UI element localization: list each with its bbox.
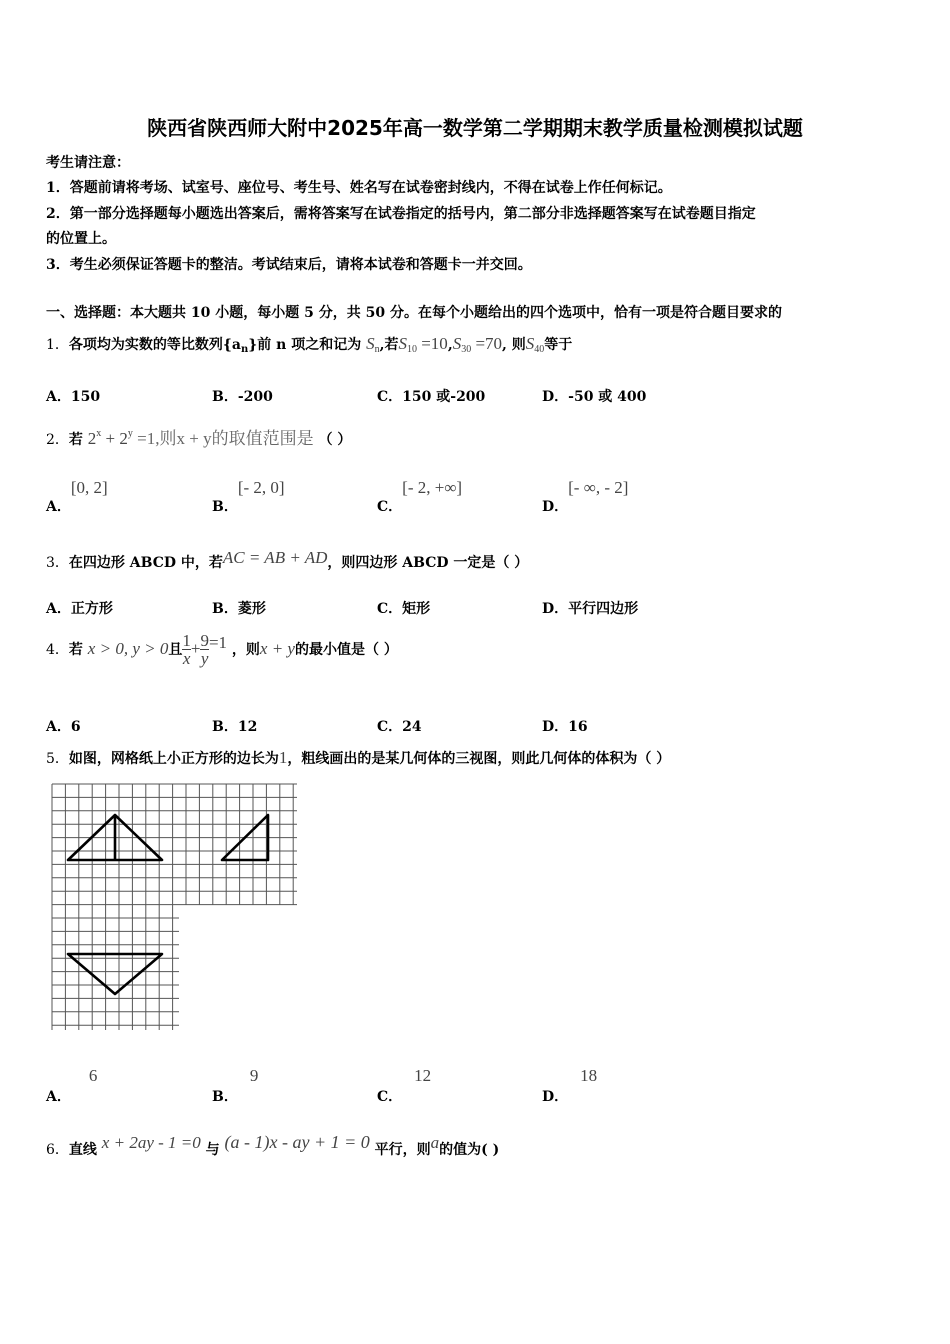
q2-option-c: C．[- 2, +∞]	[377, 478, 463, 515]
q1-sub-n: n	[241, 344, 249, 355]
q5-option-d: D．18	[542, 1066, 598, 1105]
q5-text-2: ，粗线画出的是某几何体的三视图，则此几何体的体积为（ ）	[287, 751, 671, 767]
q1-option-b: B．-200	[212, 389, 273, 405]
q3-math-eq: AC = AB + AD	[222, 548, 328, 567]
q1-text-5: , 则	[502, 337, 526, 353]
q5-math-1: 1	[278, 748, 288, 767]
question-number: 1．	[46, 337, 69, 353]
question-1	[46, 334, 572, 355]
q2-math-x: x	[96, 428, 102, 439]
q1-math-40: 40	[534, 344, 545, 355]
q2-option-b: B．[- 2, 0]	[212, 478, 285, 515]
q1-text-1: 各项均为实数的等比数列{a	[68, 337, 241, 353]
notice-heading: 考生请注意：	[46, 155, 130, 171]
notice-item-3: 3．考生必须保证答题卡的整洁。考试结束后，请将本试卷和答题卡一并交回。	[46, 257, 532, 273]
question-number: 3．	[46, 555, 69, 571]
q1-text-3: ,若	[379, 337, 399, 353]
q1-math-10: 10	[406, 344, 417, 355]
q5-option-a: A．6	[46, 1066, 98, 1105]
q4-text-1: 若	[68, 642, 83, 658]
q5-text-1: 如图，网格纸上小正方形的边长为	[68, 751, 279, 767]
q2-text-2: （ ）	[318, 432, 352, 448]
q6-math-line2: (a - 1)x - ay + 1 = 0	[224, 1132, 370, 1152]
q5-option-b: B．9	[212, 1066, 259, 1105]
question-number: 5．	[46, 751, 69, 767]
q1-math-S30: S	[452, 334, 462, 353]
q2-option-d: D．[- ∞, - 2]	[542, 478, 629, 515]
q5-option-c: C．12	[377, 1066, 432, 1105]
question-6	[46, 1132, 499, 1159]
q6-text-2: 与	[205, 1142, 220, 1158]
q1-math-S: S	[366, 334, 375, 353]
q1-math-S10: S	[398, 334, 407, 353]
page-title: 陕西省陕西师大附中2025年高一数学第二学期期末教学质量检测模拟试题	[147, 116, 803, 140]
q4-text-4: 的最小值是（ ）	[294, 642, 398, 658]
question-number: 6．	[46, 1142, 69, 1158]
q1-text-4: ,	[447, 337, 453, 353]
section-heading: 一、选择题：本大题共 10 小题，每小题 5 分，共 50 分。在每个小题给出的四个选项中，恰有一项是符合题目要求的	[46, 305, 782, 321]
three-view-figure	[46, 778, 302, 1040]
q4-fraction-2: $\frac{9}{y}$	[200, 631, 209, 668]
q2-math-plus2: + 2	[101, 429, 128, 448]
q3-option-b: B．菱形	[212, 601, 266, 617]
q1-text-6: 等于	[544, 337, 573, 353]
question-3	[46, 548, 528, 572]
q4-math-eq1: =1	[208, 633, 228, 652]
q4-option-b: B．12	[212, 719, 258, 735]
q3-text-2: ，则四边形 ABCD 一定是（ ）	[327, 555, 529, 571]
q1-math-n: n	[374, 344, 380, 355]
question-5	[46, 748, 670, 768]
notice-item-2: 2．第一部分选择题每小题选出答案后，需将答案写在试卷指定的括号内，第二部分非选择题答案写在试卷题目指定	[46, 206, 756, 222]
q3-option-d: D．平行四边形	[542, 601, 639, 617]
q4-math-cond: x > 0, y > 0	[87, 639, 169, 658]
question-number: 2．	[46, 432, 69, 448]
q4-option-d: D．16	[542, 719, 588, 735]
top-view-triangle	[68, 954, 162, 994]
q6-text-1: 直线	[68, 1142, 97, 1158]
q1-math-S40: S	[525, 334, 535, 353]
q2-text-1: 若	[68, 432, 83, 448]
q4-option-a: A．6	[46, 719, 81, 735]
q4-option-c: C．24	[377, 719, 422, 735]
q4-text-3: ，则	[231, 642, 260, 658]
q2-math-2: 2	[87, 429, 97, 448]
q6-text-3: 平行，则	[374, 1142, 431, 1158]
q6-math-a: a	[430, 1133, 440, 1152]
question-2	[46, 424, 351, 449]
q1-text-2: }前 n 项之和记为	[248, 337, 362, 353]
q2-math-y: y	[127, 428, 133, 439]
q1-math-eq10: =10	[416, 334, 448, 353]
q3-option-a: A．正方形	[46, 601, 113, 617]
notice-item-2-cont: 的位置上。	[46, 231, 116, 247]
q1-math-eq70: =70	[471, 334, 503, 353]
notice-item-1: 1．答题前请将考场、试室号、座位号、考生号、姓名写在试卷密封线内，不得在试卷上作任何标记。	[46, 180, 672, 196]
question-number: 4．	[46, 642, 69, 658]
q6-math-line1: x + 2ay - 1 =0	[101, 1133, 201, 1152]
q2-math-rest: =1,则x + y的取值范围是	[132, 429, 314, 448]
q4-math-plus: +	[190, 639, 201, 658]
q1-math-30: 30	[461, 344, 472, 355]
question-4	[46, 632, 398, 668]
q4-text-2: 且	[168, 642, 183, 658]
q4-fraction-1: $\frac{1}{x}$	[182, 631, 191, 668]
q4-math-xy: x + y	[259, 639, 295, 658]
q1-option-a: A．150	[46, 389, 101, 405]
q1-option-c: C．150 或-200	[377, 389, 486, 405]
q6-text-4: 的值为( )	[439, 1142, 500, 1158]
q2-option-a: A．[0, 2]	[46, 478, 108, 515]
q3-text-1: 在四边形 ABCD 中，若	[68, 555, 223, 571]
q1-option-d: D．-50 或 400	[542, 389, 647, 405]
q3-option-c: C．矩形	[377, 601, 431, 617]
